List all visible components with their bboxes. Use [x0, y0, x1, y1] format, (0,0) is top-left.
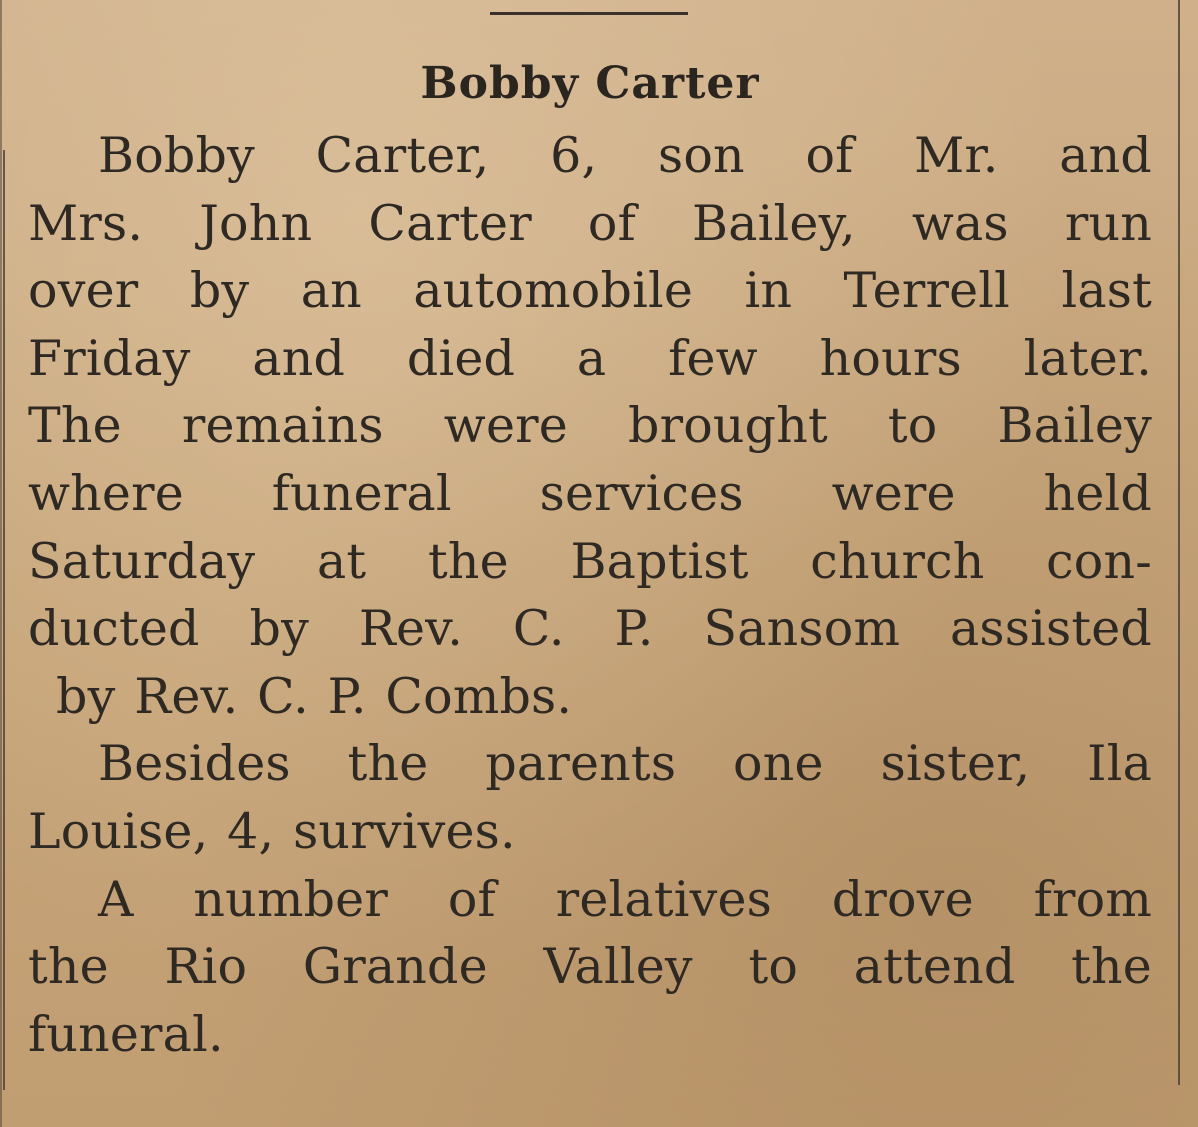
article-line: The remains were brought to Bailey [28, 397, 1152, 455]
article-line: Mrs. John Carter of Bailey, was run [28, 194, 1152, 252]
column-border-right [1178, 0, 1180, 1085]
article-body [28, 122, 1152, 1068]
top-separator-rule [490, 12, 688, 15]
article-line: Louise, 4, survives. [28, 802, 516, 860]
article-line: Besides the parents one sister, Ila [98, 735, 1152, 793]
article-line: Saturday at the Baptist church con- [28, 532, 1152, 590]
article-line: where funeral services were held [28, 464, 1152, 522]
article-line: Friday and died a few hours later. [28, 329, 1152, 387]
column-border-left-edge [0, 0, 2, 1127]
article-line: by Rev. C. P. Combs. [56, 667, 573, 725]
article-headline: Bobby Carter [420, 58, 760, 109]
article-line: the Rio Grande Valley to attend the [28, 938, 1152, 996]
article-line: A number of relatives drove from [98, 870, 1152, 928]
article-line: ducted by Rev. C. P. Sansom assisted [28, 600, 1152, 658]
column-border-left [3, 150, 5, 1090]
article-line: funeral. [28, 1005, 224, 1063]
article-line: over by an automobile in Terrell last [28, 262, 1152, 320]
article-line: Bobby Carter, 6, son of Mr. and [98, 127, 1152, 184]
